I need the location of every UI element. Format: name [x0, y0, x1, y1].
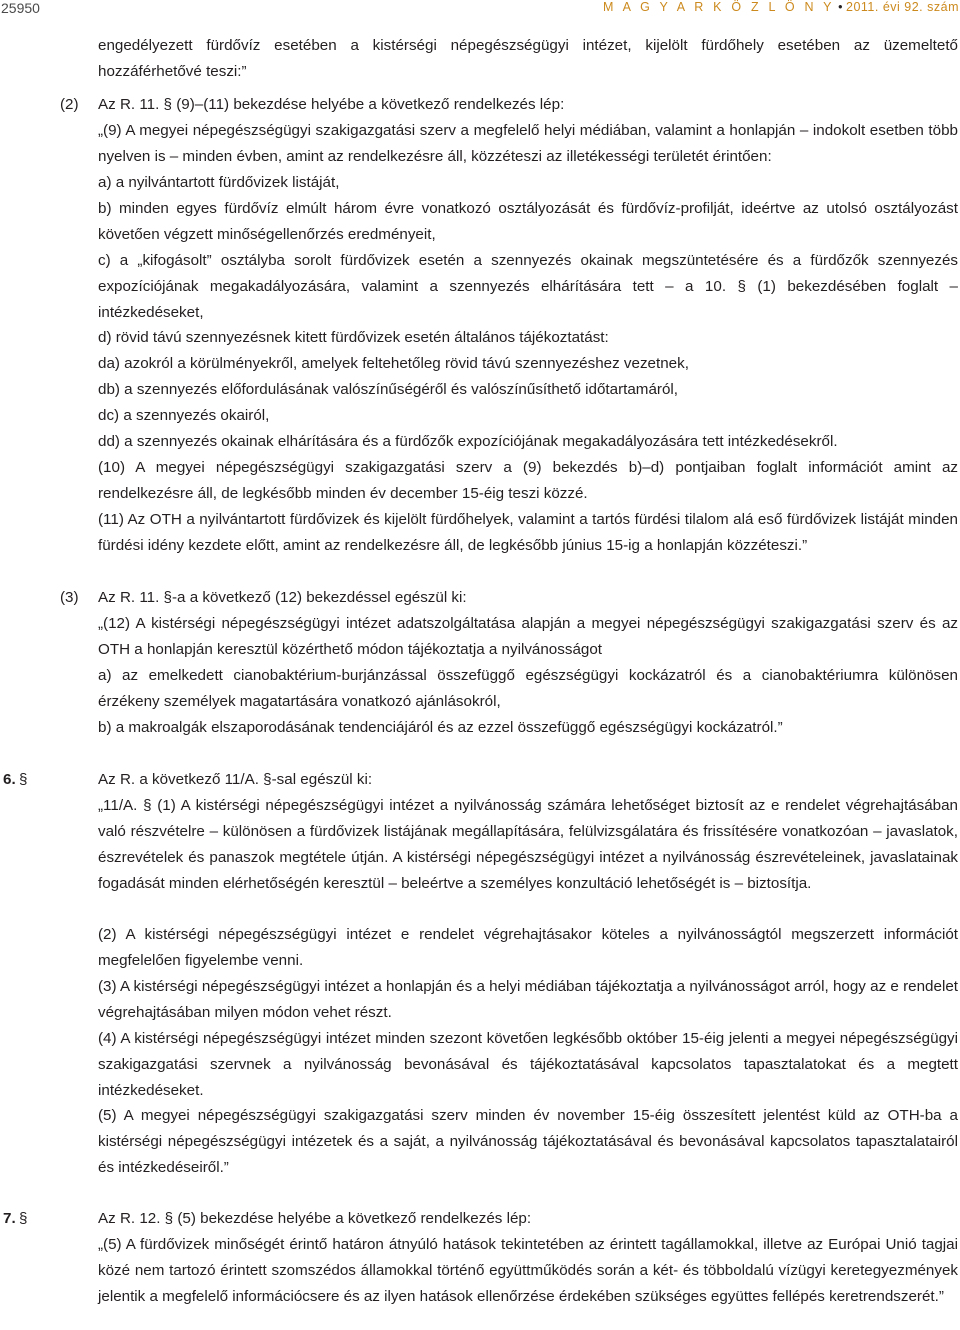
- section-number-6: 6.: [3, 771, 16, 788]
- item-dd: dd) a szennyezés okainak elhárítására és a fürdőzők expozíciójának megakadályozására tett intézkedésekről.: [98, 433, 838, 450]
- item-db: db) a szennyezés előfordulásának valószínűségéről és valószínűsíthető időtartamáról,: [98, 381, 678, 398]
- item-12b: b) a makroalgák elszaporodásának tendenciájáról és az ezzel összefüggő egészségügyi kockázatról.”: [98, 719, 783, 736]
- item-a: a) a nyilvántartott fürdővizek listáját,: [98, 174, 340, 191]
- paragraph-12-5: „(5) A fürdővizek minőségét érintő határon átnyúló hatások tekintetében az érintett tagállamokkal, illetve az Európai Unió tagjai közé nem tartozó érintett szomszédos államokkal történő együttműködés során a két- és többoldalú vízügyi keretegyezmények jelentik a megfelelő információcsere és az ilyen hatások ellenőrzése érdekében szükséges együttes fellépés keretrendszerét.”: [98, 1236, 958, 1305]
- amendment-intro-2: Az R. 11. § (9)–(11) bekezdése helyébe a következő rendelkezés lép:: [98, 96, 565, 113]
- paragraph-11: (11) Az OTH a nyilvántartott fürdővizek és kijelölt fürdőhelyek, valamint a tartós fürdési tilalom alá eső fürdővizek listáját minden fürdési idény kezdete előtt, amint az rendelkezésre áll, de legkésőbb június 15-ig a honlapján közzéteszi.”: [98, 511, 958, 554]
- paragraph-10: (10) A megyei népegészségügyi szakigazgatási szerv a (9) bekezdés b)–d) pontjaiban foglalt információt amint az rendelkezésre áll, de legkésőbb minden év december 15-éig teszi közzé.: [98, 459, 958, 502]
- section-number-7: 7.: [3, 1210, 16, 1227]
- item-b: b) minden egyes fürdővíz elmúlt három évre vonatkozó osztályozását és fürdővíz-profilját, ideértve az utolsó osztályozást követően végzett minőségellenőrzés eredményeit,: [98, 200, 958, 243]
- header-bullet: •: [834, 0, 846, 14]
- subsection-number-2: (2): [60, 96, 79, 113]
- paragraph-11a-3: (3) A kistérségi népegészségügyi intézet a honlapján és a helyi médiában tájékoztatja a nyilvánosságot arról, hogy az e rendelet végrehajtásában milyen módon vehet részt.: [98, 978, 958, 1021]
- item-da: da) azokról a körülményekről, amelyek feltehetőleg rövid távú szennyezéshez vezetnek,: [98, 355, 689, 372]
- section-7-intro: Az R. 12. § (5) bekezdése helyébe a következő rendelkezés lép:: [98, 1210, 532, 1227]
- item-d: d) rövid távú szennyezésnek kitett fürdővizek esetén általános tájékoztatást:: [98, 329, 609, 346]
- paragraph-11a-5: (5) A megyei népegészségügyi szakigazgatási szerv minden év november 15-éig összesített jelentést küld az OTH-ba a kistérségi népegészségügyi intézetek és a saját, a nyilvánosság tájékoztatásával és bevonásával kapcsolatos tapasztalatairól és intézkedéseiről.”: [98, 1107, 958, 1176]
- section-sign-6: §: [19, 771, 28, 788]
- paragraph-continuation: engedélyezett fürdővíz esetében a kistérségi népegészségügyi intézet, kijelölt fürdőhely esetében az üzemeltető hozzáférhetővé teszi:”: [98, 37, 958, 80]
- paragraph-11a-1: „11/A. § (1) A kistérségi népegészségügyi intézet a nyilvánosság számára lehetőséget biztosít az e rendelet végrehajtásában való részvételre – különösen a fürdővizek listájának megállapítására, felülvizsgálatára és frissítésére vonatkozóan – javaslatok, észrevételek és panaszok megtétele útján. A kistérségi népegészségügyi intézet a nyilvánosság észrevételeinek, javaslatainak fogadását minden elérhetőségén keresztül – beleértve a személyes konzultáció lehetőségét is – biztosítja.: [98, 797, 958, 892]
- item-dc: dc) a szennyezés okairól,: [98, 407, 270, 424]
- amendment-intro-3: Az R. 11. §-a a következő (12) bekezdéssel egészül ki:: [98, 589, 467, 606]
- paragraph-11a-2: (2) A kistérségi népegészségügyi intézet e rendelet végrehajtásakor köteles a nyilvánosságtól megszerzett információt megfelelően figyelembe venni.: [98, 926, 958, 969]
- issue-year: 2011. évi 92. szám: [846, 0, 959, 14]
- subsection-number-3: (3): [60, 589, 79, 606]
- item-c: c) a „kifogásolt” osztályba sorolt fürdővizek esetén a szennyezés okainak megszüntetésére és a fürdőzők szennyezés expozíciójának megakadályozására, valamint a szennyezés elhárítására tett – a 10. § (1) bekezdésében foglalt – intézkedéseket,: [98, 252, 958, 321]
- page-number: 25950: [1, 0, 40, 16]
- paragraph-12: „(12) A kistérségi népegészségügyi intézet adatszolgáltatása alapján a megyei népegészségügyi szakigazgatási szerv és az OTH a honlapján keresztül közérthető módon tájékoztatja a nyilvánosságot: [98, 615, 958, 658]
- paragraph-9: „(9) A megyei népegészségügyi szakigazgatási szerv a megfelelő helyi médiában, valamint a honlapján – indokolt esetben több nyelven is – minden évben, amint az rendelkezésre áll, közzéteszi az illetékességi területét érintően:: [98, 122, 958, 165]
- section-6-intro: Az R. a következő 11/A. §-sal egészül ki:: [98, 771, 373, 788]
- paragraph-11a-4: (4) A kistérségi népegészségügyi intézet minden szezont követően legkésőbb október 15-éig jelenti a megyei népegészségügyi szakigazgatási szervnek a nyilvánosság bevonásával és tájékoztatásával kapcsolatos tapasztalatokat és a megtett intézkedéseket.: [98, 1030, 958, 1099]
- item-12a: a) az emelkedett cianobaktérium-burjánzással összefüggő egészségügyi kockázatról és a cianobaktériumra különösen érzékeny személyek magatartására vonatkozó ajánlásokról,: [98, 667, 958, 710]
- section-sign-7: §: [19, 1210, 28, 1227]
- journal-name: M A G Y A R K Ö Z L Ö N Y: [602, 0, 835, 14]
